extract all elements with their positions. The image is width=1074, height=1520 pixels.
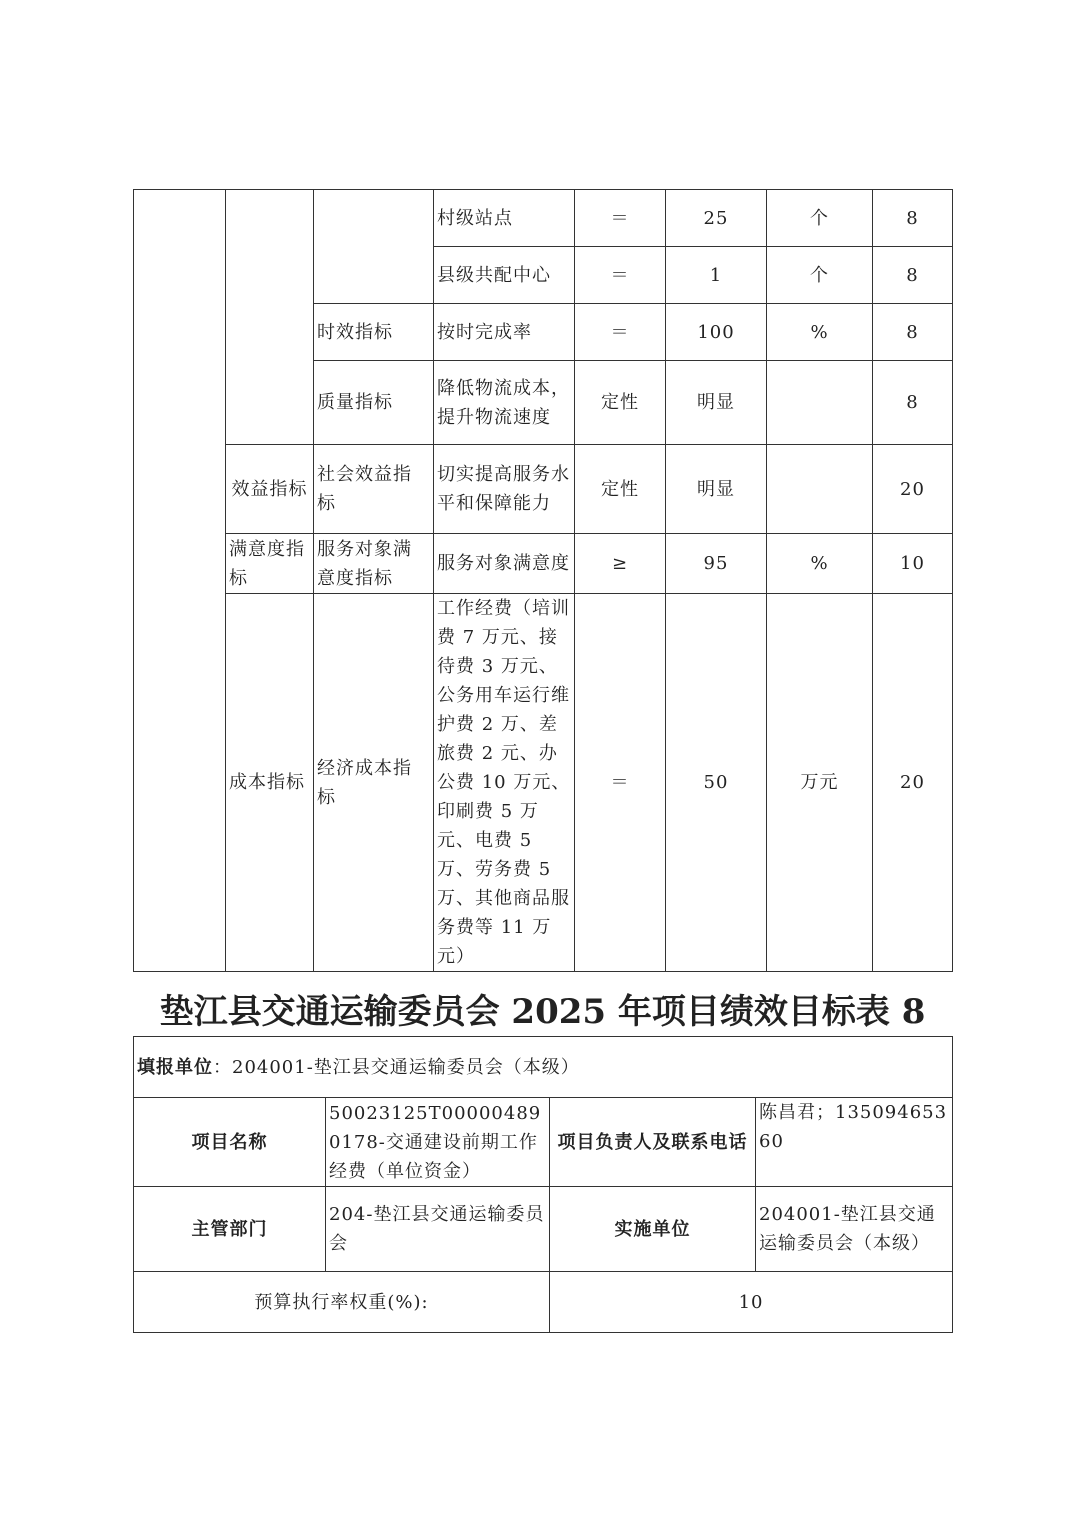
dept-value: 204-垫江县交通运输委员会 [326, 1187, 550, 1272]
weight-cell: 8 [873, 190, 953, 247]
level2-cell: 成本指标 [226, 594, 314, 972]
indicator-name: 县级共配中心 [434, 247, 575, 304]
unit-cell: 万元 [767, 594, 873, 972]
level2-cell [226, 190, 314, 445]
leader-value: 陈昌君；13509465360 [756, 1098, 953, 1187]
level2-cell: 效益指标 [226, 445, 314, 534]
value-cell: 95 [666, 534, 767, 594]
project-name-label: 项目名称 [134, 1098, 326, 1187]
table-row [134, 594, 953, 972]
unit-cell: 个 [767, 190, 873, 247]
level3-cell [314, 190, 434, 304]
table-row [134, 1098, 953, 1187]
operator-cell: ≥ [575, 534, 666, 594]
unit-cell: 个 [767, 247, 873, 304]
value-cell: 1 [666, 247, 767, 304]
value-cell: 明显 [666, 445, 767, 534]
operator-cell: ＝ [575, 594, 666, 972]
level3-cell: 经济成本指标 [314, 594, 434, 972]
operator-cell: 定性 [575, 361, 666, 445]
budget-weight-label: 预算执行率权重(%): [134, 1272, 550, 1333]
table-row [134, 534, 953, 594]
table-row [134, 1187, 953, 1272]
value-cell: 明显 [666, 361, 767, 445]
indicator-name: 工作经费（培训费 7 万元、接待费 3 万元、公务用车运行维护费 2 万、差旅费 2 元、办公费 10 万元、印刷费 5 万元、电费 5 万、劳务费 5 万、其他商品服务费等 11 万元） [434, 594, 575, 972]
table-row [134, 1272, 953, 1333]
page-title: 垫江县交通运输委员会 2025 年项目绩效目标表 8 [159, 992, 926, 1032]
level2-cell: 满意度指标 [226, 534, 314, 594]
table-row [134, 1037, 953, 1098]
value-cell: 100 [666, 304, 767, 361]
weight-cell: 8 [873, 304, 953, 361]
level3-cell: 服务对象满意度指标 [314, 534, 434, 594]
performance-indicator-table [133, 189, 953, 972]
reporting-unit-label: 填报单位 [137, 1056, 213, 1078]
impl-value: 204001-垫江县交通运输委员会（本级） [756, 1187, 953, 1272]
leader-label: 项目负责人及联系电话 [550, 1098, 756, 1187]
reporting-unit-cell [134, 1037, 953, 1098]
level3-cell: 社会效益指标 [314, 445, 434, 534]
indicator-name: 切实提高服务水平和保障能力 [434, 445, 575, 534]
weight-cell: 20 [873, 445, 953, 534]
indicator-name: 村级站点 [434, 190, 575, 247]
indicator-name: 降低物流成本，提升物流速度 [434, 361, 575, 445]
impl-label: 实施单位 [550, 1187, 756, 1272]
unit-cell: % [767, 304, 873, 361]
level3-cell: 质量指标 [314, 361, 434, 445]
weight-cell: 8 [873, 247, 953, 304]
dept-label: 主管部门 [134, 1187, 326, 1272]
table-row [134, 190, 953, 247]
operator-cell: ＝ [575, 190, 666, 247]
unit-cell [767, 361, 873, 445]
unit-cell: % [767, 534, 873, 594]
weight-cell: 8 [873, 361, 953, 445]
budget-weight-value: 10 [550, 1272, 953, 1333]
weight-cell: 10 [873, 534, 953, 594]
weight-cell: 20 [873, 594, 953, 972]
operator-cell: ＝ [575, 304, 666, 361]
level1-cell [134, 190, 226, 972]
unit-cell [767, 445, 873, 534]
indicator-name: 按时完成率 [434, 304, 575, 361]
table-row [134, 445, 953, 534]
value-cell: 50 [666, 594, 767, 972]
value-cell: 25 [666, 190, 767, 247]
operator-cell: 定性 [575, 445, 666, 534]
reporting-unit-value: ：204001-垫江县交通运输委员会（本级） [213, 1056, 580, 1078]
project-name-value: 50023125T000004890178-交通建设前期工作经费（单位资金） [326, 1098, 550, 1187]
level3-cell: 时效指标 [314, 304, 434, 361]
project-info-table [133, 1036, 953, 1333]
operator-cell: ＝ [575, 247, 666, 304]
indicator-name: 服务对象满意度 [434, 534, 575, 594]
